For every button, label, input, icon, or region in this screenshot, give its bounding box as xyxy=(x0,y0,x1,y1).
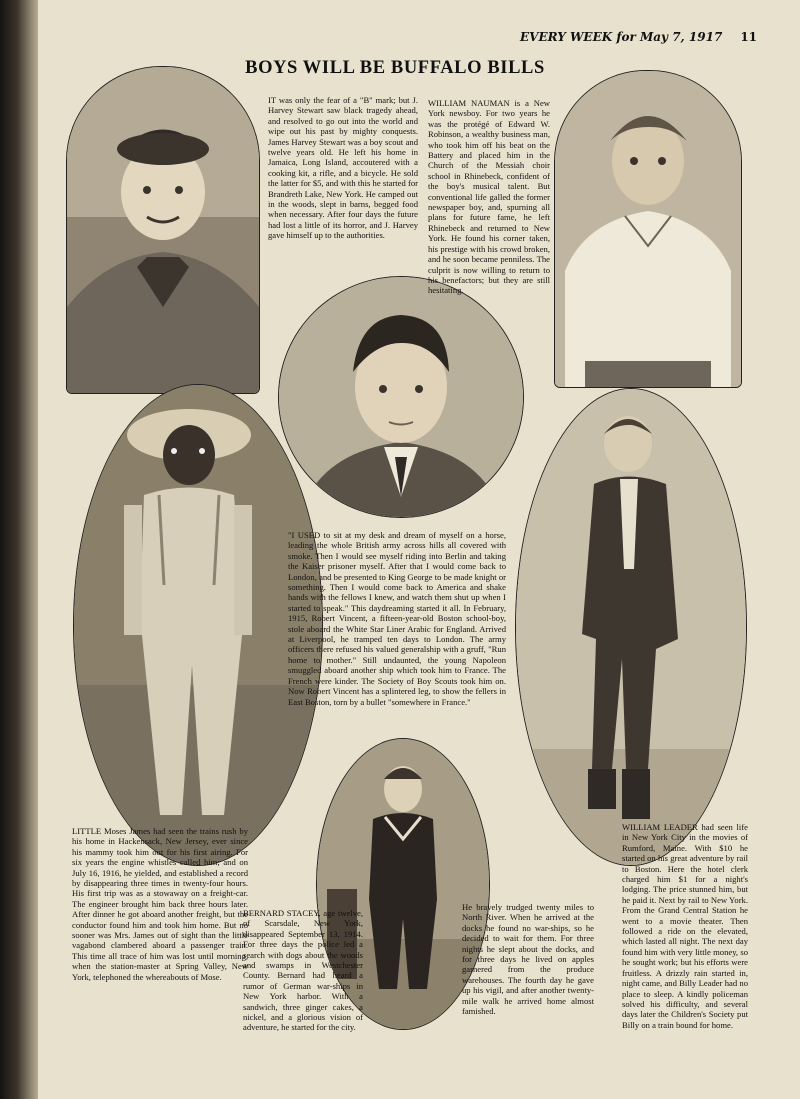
story-leader: WILLIAM LEADER had seen life in New York City in the movies of Rumford, Maine. With $10 he started on his great adventure by rail to Boston. Here the hotel clerk charged him $1 for a night's lodging. The price stunned him, but he paid it. Next by rail to New York. From the Grand Central Station he went to a movie theater. Then followed a ride on the elevated, which lasted all night. The next day found him with very little money, so he sought work; but his efforts were fruitless. A drizzly rain started in, night came, and Billy Leader had no place to sleep. A kindly policeman solved his difficulty, and several days later the Children's Society put Billy on a train bound for home. xyxy=(622,822,748,1030)
story-vincent: "I USED to sit at my desk and dream of myself on a horse, leading the whole British army across hills all covered with smoke. Then I would see myself riding into Berlin and taking the Kaiser prisoner myself. After that I would come back to London, and be presented to King George to be made knight or something. Then I would come back to America and shake hands with the fellows I knew, and watch them shut up when I started to speak." This daydreaming started it all. In February, 1915, Robert Vincent, a fifteen-year-old Boston school-boy, stole aboard the White Star Liner Arabic for England. Arrived at Liverpool, he tramped ten days to London. The army officers there refused his valued generalship with a gruff, "Run home to mother." Still undaunted, the young Napoleon smuggled aboard another ship which took him to France. The French were kinder. The Society of Boy Scouts took him on. Now Robert Vincent has a splintered leg, to show the fellers in East Boston, torn by a bullet "somewhere in France." xyxy=(288,530,506,707)
story-stacey-part2: He bravely trudged twenty miles to North River. When he arrived at the docks he found no war-ships, so he decided to wait for them. For three nights he slept about the docks, and for three days he lived on apples garnered from the produce warehouses. The fourth day he gave up his vigil, and after another twenty-mile walk he arrived home almost famished. xyxy=(462,902,594,1017)
magazine-dateline: EVERY WEEK for May 7, 1917 xyxy=(520,30,723,44)
story-stacey-part1: BERNARD STACEY, age twelve, of Scarsdale, New York, disappeared September 13, 1914. For three days the police led a search with dogs about the woods and swamps in Westchester County. Bernard had heard a rumor of German war-ships in New York harbor. With a sandwich, three ginger cakes, a nickel, and a glorious vision of adventure, he started for the city. xyxy=(243,908,363,1033)
photo-moses xyxy=(73,384,323,866)
story-stewart: IT was only the fear of a "B" mark; but J. Harvey Stewart saw black tragedy ahead, and resolved to go out into the world and wipe out his past by mighty conquests. James Harvey Stewart was a boy scout and twelve years old. He left his home in Jamaica, Long Island, accoutered with a cooking kit, a rifle, and a bicycle. He sold the latter for $5, and with this he started for Brandreth Lake, New York. He camped out in the woods, slept in barns, begged food when necessary. After four days the future had lost a little of its horror, and J. Harvey gave himself up to the authorities. xyxy=(268,95,418,241)
story-nauman: WILLIAM NAUMAN is a New York newsboy. For two years he was the protégé of Edward W. Robinson, a wealthy business man, who took him off his beat on the Battery and placed him in the Church of the Messiah choir school in Rhinebeck, confident of the boy's musical talent. But conventional life galled the former newspaper boy, and, spurning all plans for future fame, he left Rhinebeck and returned to New York. He found his corner taken, his prestige with his crowd broken, and he soon became penniless. The culprit is now willing to return to his benefactors; but they are still hesitating. xyxy=(428,98,550,296)
page-number: 11 xyxy=(740,30,758,44)
article-title: BOYS WILL BE BUFFALO BILLS xyxy=(245,58,545,78)
photo-stewart xyxy=(66,66,260,394)
photo-nauman xyxy=(554,70,742,388)
page-header xyxy=(520,30,757,44)
story-moses: LITTLE Moses James had seen the trains rush by his home in Hackensack, New Jersey, ever since his mammy took him out for his first airing. For six years the engine whistles called him; and on July 16, 1916, he yielded, and established a record by disappearing three times in twenty-four hours. His first trip was as a stowaway on a freight-car. The engineer brought him back three hours later. After dinner he got aboard another freight, but the conductor found him and took him home. But no sooner was Mrs. James out of sight than the little vagabond clambered aboard a passenger train. This time all trace of him was lost until morning, when the station-master at Spring Valley, New York, telephoned the whereabouts of Mose. xyxy=(72,826,248,982)
photo-vincent xyxy=(278,276,524,518)
photo-leader xyxy=(515,388,747,866)
